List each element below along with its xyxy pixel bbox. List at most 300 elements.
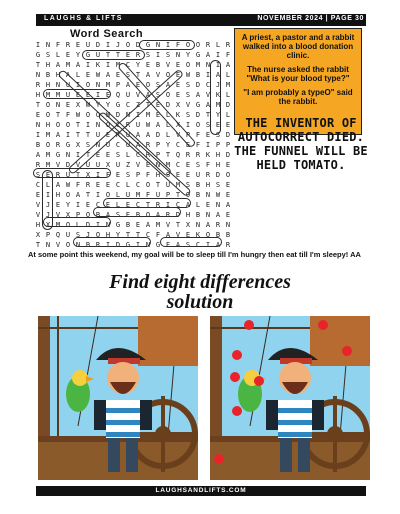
- grid-letter: R: [135, 51, 141, 59]
- grid-letter: T: [175, 221, 181, 229]
- grid-letter: T: [105, 51, 111, 59]
- grid-letter: K: [215, 91, 221, 99]
- grid-letter: R: [225, 241, 231, 249]
- grid-letter: I: [75, 151, 81, 159]
- grid-letter: O: [165, 91, 171, 99]
- grid-letter: E: [185, 141, 191, 149]
- grid-letter: A: [225, 61, 231, 69]
- grid-letter: A: [135, 141, 141, 149]
- grid-letter: D: [215, 171, 221, 179]
- grid-letter: O: [195, 41, 201, 49]
- grid-letter: T: [155, 181, 161, 189]
- grid-letter: I: [155, 51, 161, 59]
- grid-letter: U: [135, 121, 141, 129]
- grid-letter: E: [115, 71, 121, 79]
- grid-letter: H: [215, 151, 221, 159]
- grid-letter: I: [35, 41, 41, 49]
- grid-letter: N: [155, 161, 161, 169]
- grid-letter: U: [125, 131, 131, 139]
- grid-letter: Q: [175, 151, 181, 159]
- grid-letter: A: [215, 241, 221, 249]
- grid-letter: B: [155, 61, 161, 69]
- grid-letter: H: [215, 161, 221, 169]
- grid-letter: I: [95, 171, 101, 179]
- grid-letter: B: [195, 191, 201, 199]
- grid-letter: O: [185, 191, 191, 199]
- grid-letter: I: [95, 221, 101, 229]
- grid-letter: A: [65, 71, 71, 79]
- grid-letter: E: [115, 171, 121, 179]
- grid-letter: E: [225, 161, 231, 169]
- grid-letter: X: [85, 171, 91, 179]
- grid-letter: O: [105, 191, 111, 199]
- joke-line-1: A priest, a pastor and a rabbit walked into a blood donation clinic.: [241, 33, 355, 60]
- grid-letter: W: [75, 111, 81, 119]
- grid-letter: I: [35, 131, 41, 139]
- grid-letter: E: [55, 201, 61, 209]
- grid-letter: I: [135, 111, 141, 119]
- grid-letter: E: [225, 211, 231, 219]
- grid-letter: H: [105, 231, 111, 239]
- grid-letter: W: [145, 121, 151, 129]
- grid-letter: S: [215, 131, 221, 139]
- word-highlight-molding: [43, 217, 111, 227]
- grid-letter: E: [125, 211, 131, 219]
- grid-letter: C: [95, 201, 101, 209]
- grid-letter: C: [175, 141, 181, 149]
- grid-letter: U: [195, 171, 201, 179]
- grid-letter: O: [225, 171, 231, 179]
- grid-letter: Y: [75, 51, 81, 59]
- grid-letter: O: [195, 121, 201, 129]
- grid-letter: P: [45, 231, 51, 239]
- grid-letter: Y: [95, 101, 101, 109]
- grid-letter: R: [165, 211, 171, 219]
- grid-letter: H: [35, 221, 41, 229]
- grid-letter: R: [225, 41, 231, 49]
- grid-letter: G: [35, 51, 41, 59]
- grid-letter: T: [75, 171, 81, 179]
- grid-letter: O: [145, 81, 151, 89]
- grid-letter: H: [55, 71, 61, 79]
- grid-letter: T: [55, 111, 61, 119]
- grid-letter: I: [95, 91, 101, 99]
- grid-letter: J: [115, 41, 121, 49]
- grid-letter: R: [205, 171, 211, 179]
- grid-letter: N: [55, 81, 61, 89]
- joke-line-2: The nurse asked the rabbit "What is your blood type?": [246, 65, 350, 83]
- grid-letter: H: [185, 211, 191, 219]
- grid-letter: N: [35, 121, 41, 129]
- grid-letter: U: [65, 171, 71, 179]
- grid-letter: S: [145, 51, 151, 59]
- grid-letter: W: [65, 181, 71, 189]
- grid-letter: F: [165, 241, 171, 249]
- grid-letter: U: [125, 191, 131, 199]
- grid-letter: C: [135, 151, 141, 159]
- grid-letter: E: [85, 201, 91, 209]
- grid-letter: M: [135, 191, 141, 199]
- grid-letter: L: [45, 181, 51, 189]
- grid-letter: G: [155, 241, 161, 249]
- grid-letter: E: [45, 171, 51, 179]
- grid-letter: R: [155, 201, 161, 209]
- difference-marker-4: [342, 346, 352, 356]
- grid-letter: Y: [105, 101, 111, 109]
- grid-letter: E: [35, 191, 41, 199]
- grid-letter: S: [125, 71, 131, 79]
- grid-letter: O: [105, 121, 111, 129]
- grid-letter: G: [195, 51, 201, 59]
- grid-letter: I: [205, 141, 211, 149]
- grid-letter: I: [205, 71, 211, 79]
- grid-letter: B: [135, 211, 141, 219]
- grid-letter: V: [55, 211, 61, 219]
- grid-letter: T: [205, 111, 211, 119]
- grid-letter: E: [105, 151, 111, 159]
- grid-letter: A: [135, 131, 141, 139]
- grid-letter: C: [125, 61, 131, 69]
- word-highlight-fascia: [160, 237, 222, 247]
- grid-letter: F: [195, 131, 201, 139]
- grid-letter: S: [205, 121, 211, 129]
- grid-letter: A: [75, 61, 81, 69]
- grid-letter: L: [55, 51, 61, 59]
- grid-letter: E: [225, 181, 231, 189]
- grid-letter: U: [65, 81, 71, 89]
- grid-letter: U: [95, 131, 101, 139]
- grid-letter: M: [45, 91, 51, 99]
- grid-letter: R: [115, 131, 121, 139]
- grid-letter: E: [85, 91, 91, 99]
- grid-letter: E: [125, 51, 131, 59]
- grid-letter: I: [105, 41, 111, 49]
- grid-letter: L: [225, 71, 231, 79]
- grid-letter: C: [115, 141, 121, 149]
- grid-letter: P: [115, 81, 121, 89]
- grid-letter: C: [125, 101, 131, 109]
- grid-letter: E: [75, 41, 81, 49]
- grid-letter: F: [55, 41, 61, 49]
- word-highlight-roofing: [139, 40, 195, 50]
- issue-info: NOVEMBER 2024 | PAGE 30: [257, 15, 364, 22]
- grid-letter: R: [195, 151, 201, 159]
- grid-letter: T: [85, 191, 91, 199]
- grid-letter: I: [105, 61, 111, 69]
- grid-letter: N: [195, 221, 201, 229]
- grid-letter: A: [105, 211, 111, 219]
- grid-letter: N: [105, 221, 111, 229]
- grid-letter: M: [65, 61, 71, 69]
- grid-letter: T: [115, 51, 121, 59]
- grid-letter: E: [205, 201, 211, 209]
- grid-letter: A: [145, 91, 151, 99]
- grid-letter: E: [175, 91, 181, 99]
- grid-letter: U: [115, 161, 121, 169]
- website-link[interactable]: LAUGHSANDLIFTS.COM: [155, 487, 247, 494]
- grid-letter: S: [215, 181, 221, 189]
- differences-pirate-image: [210, 316, 370, 480]
- grid-letter: V: [135, 91, 141, 99]
- grid-letter: O: [65, 191, 71, 199]
- grid-letter: L: [75, 71, 81, 79]
- grid-letter: R: [95, 241, 101, 249]
- grid-letter: G: [55, 151, 61, 159]
- grid-letter: Y: [165, 141, 171, 149]
- grid-letter: H: [45, 61, 51, 69]
- grid-letter: L: [75, 221, 81, 229]
- differences-title-line-2: solution: [166, 291, 234, 313]
- grid-letter: N: [75, 241, 81, 249]
- grid-letter: E: [185, 161, 191, 169]
- grid-letter: M: [215, 101, 221, 109]
- grid-letter: I: [185, 121, 191, 129]
- grid-letter: A: [145, 71, 151, 79]
- grid-letter: M: [155, 221, 161, 229]
- grid-letter: I: [75, 81, 81, 89]
- grid-letter: U: [105, 141, 111, 149]
- grid-letter: T: [145, 101, 151, 109]
- grid-letter: M: [105, 81, 111, 89]
- grid-letter: T: [85, 151, 91, 159]
- grid-letter: V: [35, 211, 41, 219]
- grid-letter: C: [195, 241, 201, 249]
- grid-letter: X: [75, 101, 81, 109]
- grid-letter: E: [185, 231, 191, 239]
- grid-letter: U: [155, 191, 161, 199]
- grid-letter: A: [35, 151, 41, 159]
- grid-letter: O: [185, 41, 191, 49]
- grid-letter: P: [155, 141, 161, 149]
- grid-letter: F: [225, 51, 231, 59]
- grid-letter: L: [115, 201, 121, 209]
- grid-letter: D: [85, 221, 91, 229]
- header-bar: [36, 14, 366, 26]
- grid-letter: K: [95, 61, 101, 69]
- grid-letter: A: [155, 121, 161, 129]
- grid-letter: B: [195, 71, 201, 79]
- grid-letter: C: [145, 231, 151, 239]
- grid-letter: S: [115, 211, 121, 219]
- word-highlight-vertical-1: [210, 60, 221, 135]
- grid-letter: N: [155, 41, 161, 49]
- grid-letter: A: [145, 131, 151, 139]
- grid-letter: I: [65, 131, 71, 139]
- difference-marker-1: [244, 320, 254, 330]
- grid-letter: L: [115, 191, 121, 199]
- grid-letter: P: [75, 211, 81, 219]
- grid-letter: G: [195, 101, 201, 109]
- grid-letter: I: [205, 241, 211, 249]
- grid-letter: A: [55, 181, 61, 189]
- grid-letter: H: [45, 121, 51, 129]
- grid-letter: P: [225, 141, 231, 149]
- grid-letter: C: [135, 181, 141, 189]
- difference-marker-3: [232, 350, 242, 360]
- grid-letter: D: [135, 41, 141, 49]
- grid-letter: I: [95, 191, 101, 199]
- grid-letter: F: [105, 171, 111, 179]
- grid-letter: P: [185, 131, 191, 139]
- grid-letter: E: [95, 151, 101, 159]
- grid-letter: R: [125, 121, 131, 129]
- grid-letter: G: [145, 41, 151, 49]
- grid-letter: C: [35, 181, 41, 189]
- difference-marker-7: [232, 406, 242, 416]
- grid-letter: D: [175, 211, 181, 219]
- grid-letter: N: [95, 141, 101, 149]
- grid-letter: F: [175, 41, 181, 49]
- grid-letter: S: [185, 111, 191, 119]
- grid-letter: E: [175, 81, 181, 89]
- word-highlight-bridging: [73, 237, 151, 247]
- grid-letter: S: [35, 171, 41, 179]
- grid-letter: V: [35, 201, 41, 209]
- grid-letter: D: [115, 111, 121, 119]
- grid-letter: T: [35, 101, 41, 109]
- grid-letter: E: [225, 191, 231, 199]
- grid-letter: Z: [135, 101, 141, 109]
- grid-letter: Y: [215, 111, 221, 119]
- grid-letter: T: [135, 71, 141, 79]
- grid-letter: O: [95, 231, 101, 239]
- grid-letter: A: [185, 201, 191, 209]
- grid-letter: O: [205, 231, 211, 239]
- grid-letter: I: [165, 201, 171, 209]
- grid-letter: T: [175, 191, 181, 199]
- grid-letter: R: [145, 141, 151, 149]
- grid-letter: N: [45, 41, 51, 49]
- grid-letter: A: [165, 81, 171, 89]
- footer-bar: [36, 486, 366, 496]
- grid-letter: P: [165, 191, 171, 199]
- grid-letter: E: [205, 131, 211, 139]
- grid-letter: W: [185, 71, 191, 79]
- grid-letter: Y: [65, 201, 71, 209]
- grid-letter: M: [45, 161, 51, 169]
- word-search-title: Word Search: [70, 28, 144, 40]
- grid-letter: V: [185, 101, 191, 109]
- grid-letter: D: [165, 101, 171, 109]
- grid-letter: A: [75, 191, 81, 199]
- grid-letter: E: [175, 171, 181, 179]
- grid-letter: A: [175, 241, 181, 249]
- grid-letter: Q: [55, 231, 61, 239]
- grid-letter: I: [45, 191, 51, 199]
- grid-letter: I: [75, 201, 81, 209]
- grid-letter: S: [155, 81, 161, 89]
- grid-letter: G: [115, 101, 121, 109]
- grid-letter: C: [175, 161, 181, 169]
- grid-letter: H: [35, 91, 41, 99]
- grid-letter: L: [215, 41, 221, 49]
- grid-letter: R: [55, 171, 61, 179]
- grid-letter: J: [215, 81, 221, 89]
- grid-letter: B: [35, 141, 41, 149]
- grid-letter: O: [125, 41, 131, 49]
- difference-marker-6: [254, 376, 264, 386]
- grid-letter: S: [85, 141, 91, 149]
- grid-letter: X: [45, 221, 51, 229]
- grid-letter: O: [85, 111, 91, 119]
- grid-letter: J: [85, 231, 91, 239]
- grid-letter: E: [95, 181, 101, 189]
- grid-letter: B: [85, 241, 91, 249]
- grid-letter: T: [85, 131, 91, 139]
- grid-letter: E: [65, 101, 71, 109]
- grid-letter: H: [155, 171, 161, 179]
- grid-letter: D: [225, 131, 231, 139]
- grid-letter: R: [85, 181, 91, 189]
- grid-letter: R: [145, 151, 151, 159]
- grid-letter: I: [85, 61, 91, 69]
- grid-letter: B: [215, 231, 221, 239]
- grid-letter: N: [215, 201, 221, 209]
- grid-letter: L: [125, 151, 131, 159]
- grid-letter: Y: [135, 61, 141, 69]
- grid-letter: K: [175, 111, 181, 119]
- grid-letter: O: [45, 101, 51, 109]
- grid-letter: G: [65, 141, 71, 149]
- grid-letter: N: [65, 151, 71, 159]
- grid-letter: V: [155, 71, 161, 79]
- grid-letter: D: [155, 131, 161, 139]
- grid-letter: N: [125, 111, 131, 119]
- grid-letter: I: [215, 51, 221, 59]
- grid-letter: B: [225, 231, 231, 239]
- grid-letter: O: [65, 221, 71, 229]
- grid-letter: P: [135, 171, 141, 179]
- joke-line-3: "I am probably a typeO" said the rabbit.: [243, 88, 353, 106]
- grid-letter: L: [225, 91, 231, 99]
- grid-letter: M: [175, 181, 181, 189]
- grid-letter: E: [35, 111, 41, 119]
- grid-letter: A: [55, 61, 61, 69]
- grid-letter: D: [195, 81, 201, 89]
- grid-letter: E: [175, 71, 181, 79]
- grid-letter: C: [115, 181, 121, 189]
- grid-letter: M: [55, 221, 61, 229]
- grid-letter: M: [195, 61, 201, 69]
- grid-letter: B: [95, 211, 101, 219]
- grid-letter: E: [105, 181, 111, 189]
- word-highlight-vertical-2: [42, 170, 53, 230]
- grid-letter: U: [165, 181, 171, 189]
- grid-letter: A: [215, 211, 221, 219]
- grid-letter: G: [85, 51, 91, 59]
- sleep-joke: At some point this weekend, my goal will be to sleep till I'm hungry then eat till I'm sleepy! AA: [28, 250, 361, 259]
- grid-letter: O: [185, 61, 191, 69]
- grid-letter: A: [105, 71, 111, 79]
- grid-letter: Z: [125, 161, 131, 169]
- grid-letter: V: [55, 161, 61, 169]
- grid-letter: H: [205, 181, 211, 189]
- grid-letter: X: [175, 101, 181, 109]
- grid-letter: E: [75, 91, 81, 99]
- grid-letter: T: [145, 201, 151, 209]
- grid-letter: I: [105, 241, 111, 249]
- grid-letter: S: [75, 231, 81, 239]
- grid-letter: U: [85, 41, 91, 49]
- grid-letter: I: [165, 41, 171, 49]
- grid-letter: E: [215, 121, 221, 129]
- grid-letter: O: [45, 111, 51, 119]
- differences-title: [40, 272, 360, 312]
- grid-letter: M: [145, 111, 151, 119]
- grid-letter: O: [45, 141, 51, 149]
- grid-letter: R: [185, 151, 191, 159]
- grid-letter: E: [125, 201, 131, 209]
